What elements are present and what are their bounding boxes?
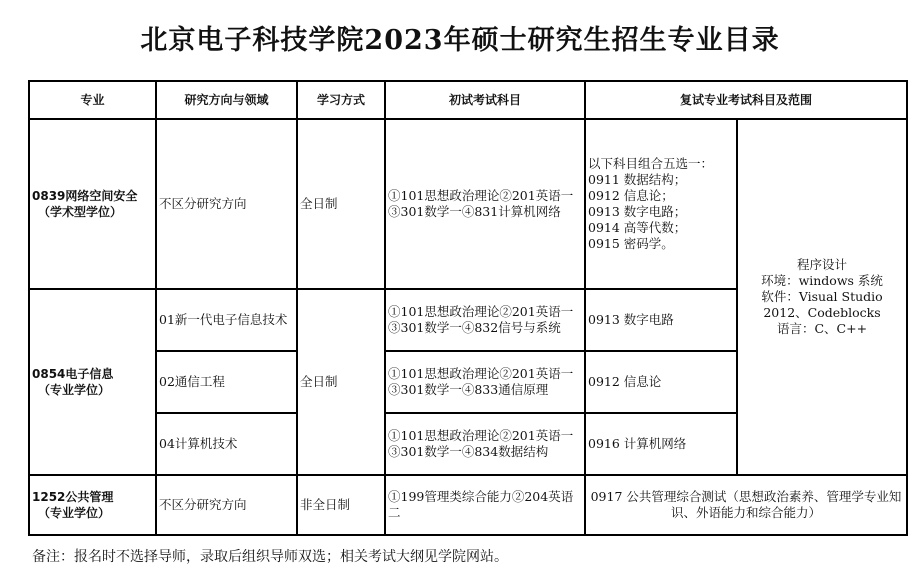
major-degree: （专业学位） [38,506,111,520]
exam-cell: ①199管理类综合能力②204英语二 [385,475,585,535]
direction-cell: 不区分研究方向 [156,475,297,535]
exam-cell: ①101思想政治理论②201英语一③301数学一④834数据结构 [385,413,585,475]
retest-line: 以下科目组合五选一： [588,156,714,171]
retest-cell: 0917 公共管理综合测试（思想政治素养、管理学专业知识、外语能力和综合能力） [585,475,907,535]
exam-cell: ①101思想政治理论②201英语一③301数学一④833通信原理 [385,351,585,413]
header-retest: 复试专业考试科目及范围 [585,81,907,119]
programming-language: 语言：C、C++ [776,321,868,336]
retest-line: 0913 数字电路； [588,204,687,219]
mode-cell: 全日制 [297,289,385,475]
catalog-table [28,80,908,536]
major-name: 1252公共管理 [32,490,114,504]
exam-cell: ①101思想政治理论②201英语一③301数学一④832信号与系统 [385,289,585,351]
major-cell [29,475,156,535]
header-major: 专业 [29,81,156,119]
retest-line: 0914 高等代数； [588,220,687,235]
retest-cell: 0913 数字电路 [585,289,737,351]
major-degree: （学术型学位） [38,205,123,219]
direction-cell: 不区分研究方向 [156,119,297,289]
page-title: 北京电子科技学院2023年硕士研究生招生专业目录 [140,25,780,56]
programming-env: 环境：windows 系统 [761,273,883,288]
major-name: 0839网络空间安全 [32,189,138,203]
direction-cell: 02通信工程 [156,351,297,413]
table-row [29,475,907,535]
major-degree: （专业学位） [38,383,111,397]
major-cell [29,289,156,475]
mode-cell: 全日制 [297,119,385,289]
mode-cell: 非全日制 [297,475,385,535]
exam-cell: ①101思想政治理论②201英语一③301数学一④831计算机网络 [385,119,585,289]
retest-line: 0915 密码学。 [588,236,674,251]
major-cell [29,119,156,289]
programming-cell [737,119,907,475]
footnote: 备注：报名时不选择导师，录取后组织导师双选；相关考试大纲见学院网站。 [32,549,508,565]
table-row [29,119,907,289]
retest-line: 0912 信息论； [588,188,674,203]
programming-title: 程序设计 [797,257,848,272]
major-name: 0854电子信息 [32,367,114,381]
header-exam: 初试考试科目 [385,81,585,119]
retest-cell: 0912 信息论 [585,351,737,413]
retest-line: 0911 数据结构； [588,172,687,187]
programming-software: 软件：Visual Studio 2012、Codeblocks [761,289,883,320]
retest-cell [585,119,737,289]
direction-cell: 01新一代电子信息技术 [156,289,297,351]
header-direction: 研究方向与领域 [156,81,297,119]
retest-cell: 0916 计算机网络 [585,413,737,475]
header-row [29,81,907,119]
direction-cell: 04计算机技术 [156,413,297,475]
header-mode: 学习方式 [297,81,385,119]
